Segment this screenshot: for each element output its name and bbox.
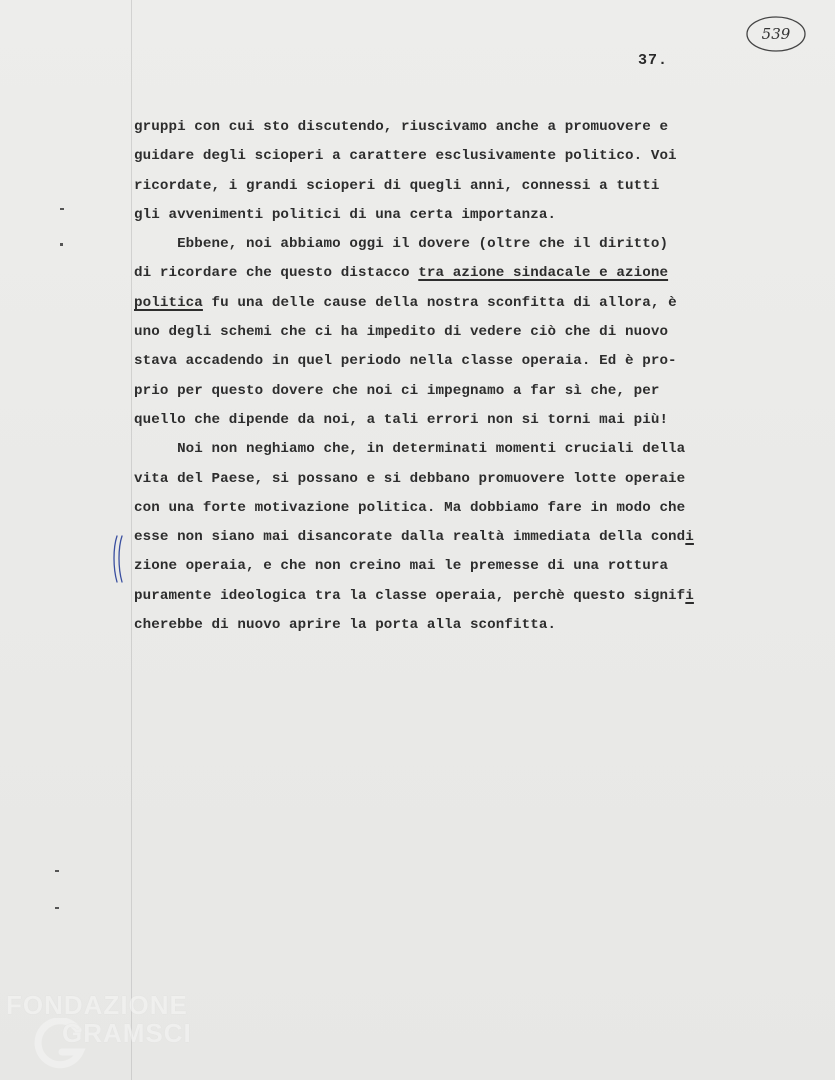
underlined-phrase: politica [134, 294, 203, 311]
archive-stamp [745, 14, 807, 54]
text-line: politica fu una delle cause della nostra sconfitta di allora, è [134, 294, 677, 311]
text-line: quello che dipende da noi, a tali errori non si torni mai più! [134, 411, 669, 428]
edge-mark [60, 208, 64, 210]
text-line: ricordate, i grandi scioperi di quegli anni, connessi a tutti [134, 177, 660, 194]
underlined-phrase: tra azione sindacale e azione [418, 265, 669, 282]
underlined-letter: i [685, 529, 694, 546]
text-line: zione operaia, e che non creino mai le premesse di una rottura [134, 558, 669, 575]
text-line: prio per questo dovere che noi ci impegnamo a far sì che, per [134, 382, 660, 399]
archive-number: 539 [761, 25, 791, 43]
watermark-line1: FONDAZIONE [6, 990, 188, 1020]
text-line: con una forte motivazione politica. Ma dobbiamo fare in modo che [134, 499, 686, 516]
fondazione-gramsci-watermark [2, 990, 207, 1072]
text-line: stava accadendo in quel periodo nella classe operaia. Ed è pro- [134, 353, 677, 370]
edge-mark [55, 870, 59, 872]
edge-mark [55, 907, 59, 909]
text-line: uno degli schemi che ci ha impedito di vedere ciò che di nuovo [134, 324, 669, 341]
text-line: di ricordare che questo distacco tra azione sindacale e azione [134, 265, 669, 282]
text-line: puramente ideologica tra la classe operaia, perchè questo signifi [134, 587, 694, 604]
text-line: esse non siano mai disancorate dalla realtà immediata della condi [134, 529, 694, 546]
text-line: vita del Paese, si possano e si debbano promuovere lotte operaie [134, 470, 686, 487]
handwritten-margin-mark [111, 534, 125, 584]
page-fold-line [131, 0, 132, 1080]
underlined-letter: i [685, 587, 694, 604]
text-line: guidare degli scioperi a carattere esclusivamente politico. Voi [134, 148, 677, 165]
text-line: cherebbe di nuovo aprire la porta alla sconfitta. [134, 617, 557, 634]
typewritten-body [134, 113, 794, 640]
text-line: Noi non neghiamo che, in determinati momenti cruciali della [134, 441, 686, 458]
text-line: gruppi con cui sto discutendo, riuscivamo anche a promuovere e [134, 119, 669, 135]
watermark-line2: GRAMSCI [62, 1018, 192, 1048]
text-line: gli avvenimenti politici di una certa importanza. [134, 206, 557, 223]
page-number: 37. [638, 52, 669, 69]
text-line: Ebbene, noi abbiamo oggi il dovere (oltre che il diritto) [134, 236, 669, 253]
edge-mark [60, 243, 63, 246]
